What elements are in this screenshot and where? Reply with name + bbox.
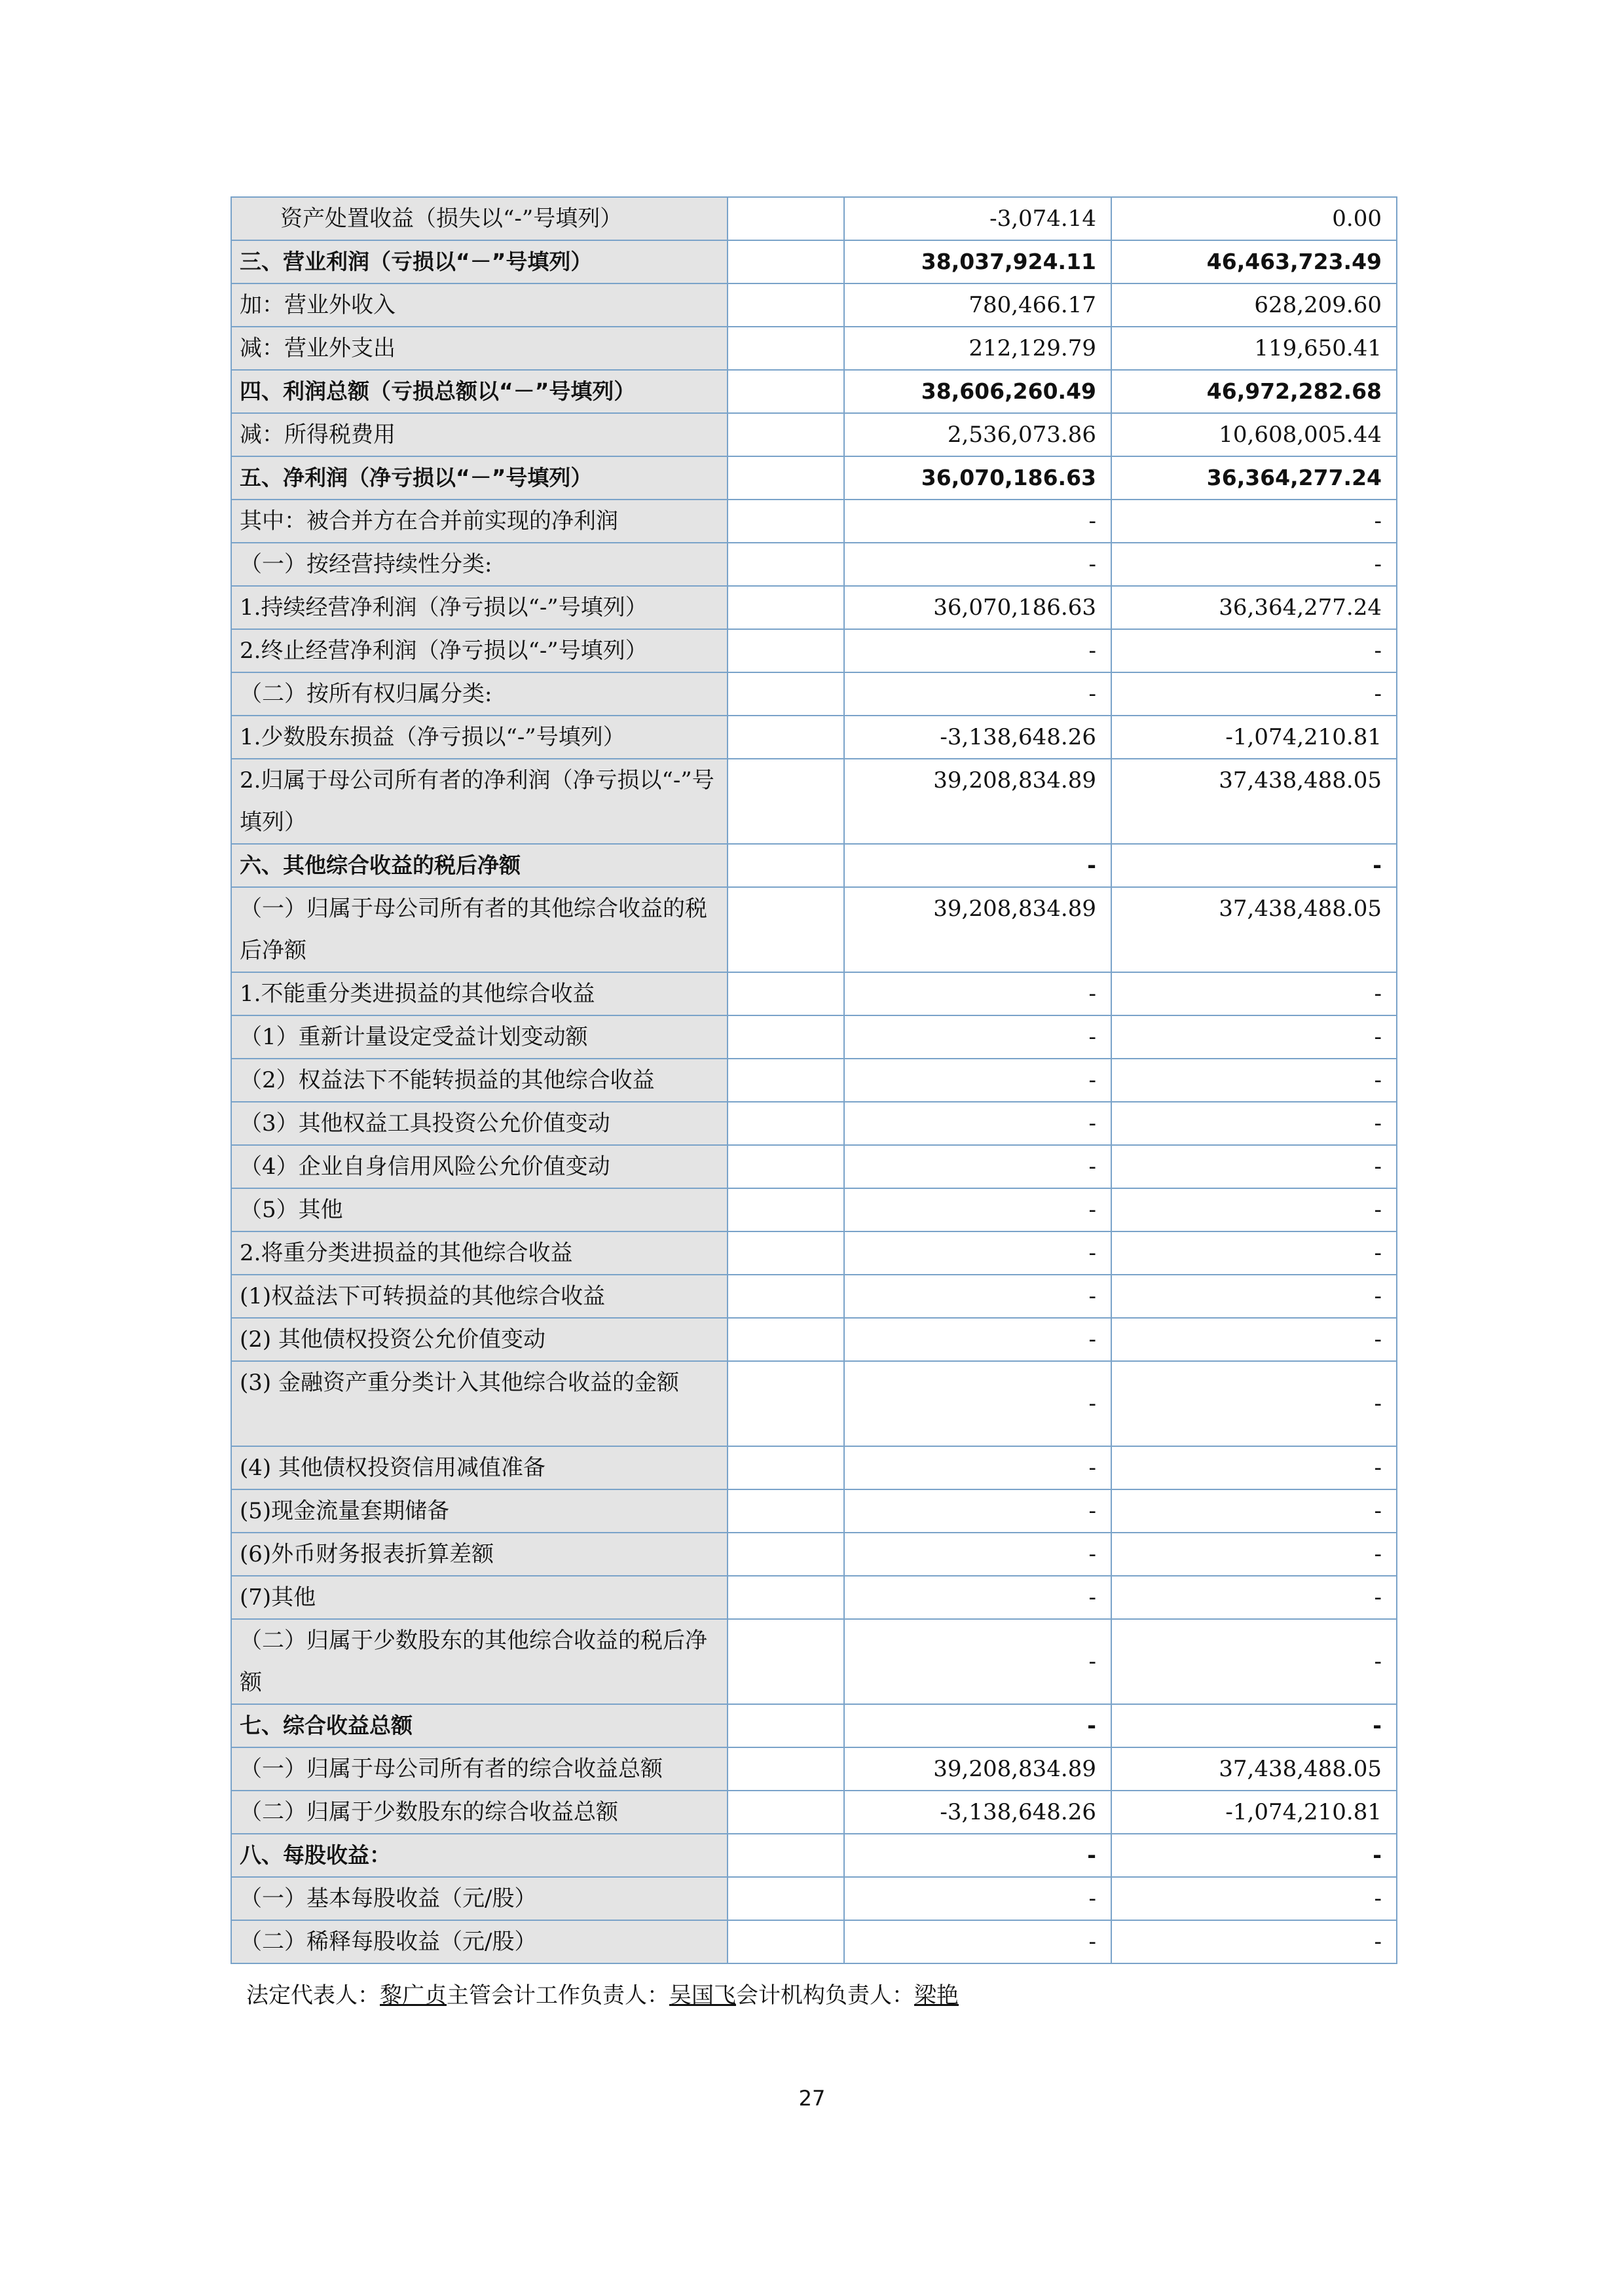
row-label: （一）归属于母公司所有者的综合收益总额 [231,1747,728,1791]
current-period-value: - [844,1446,1111,1489]
note-cell [728,1704,844,1747]
current-period-value: - [844,1704,1111,1747]
note-cell [728,1489,844,1533]
note-cell [728,1920,844,1963]
note-cell [728,413,844,456]
row-label: 三、营业利润（亏损以“－”号填列） [231,240,728,283]
previous-period-value: - [1111,1533,1397,1576]
current-period-value: - [844,1361,1111,1446]
note-cell [728,283,844,327]
note-cell [728,887,844,972]
previous-period-value: - [1111,1446,1397,1489]
row-label: (6)外币财务报表折算差额 [231,1533,728,1576]
row-label: （3）其他权益工具投资公允价值变动 [231,1102,728,1145]
row-label: 减：所得税费用 [231,413,728,456]
row-label: （一）按经营持续性分类: [231,543,728,586]
current-period-value: - [844,972,1111,1015]
table-row [231,197,1397,240]
table-row [231,1275,1397,1318]
table-row [231,629,1397,672]
row-label: （2）权益法下不能转损益的其他综合收益 [231,1059,728,1102]
table-row [231,1704,1397,1747]
note-cell [728,370,844,413]
page-number: 27 [798,2086,826,2111]
table-row [231,1533,1397,1576]
note-cell [728,1015,844,1059]
current-period-value: -3,138,648.26 [844,1791,1111,1834]
note-cell [728,1533,844,1576]
previous-period-value: 46,972,282.68 [1111,370,1397,413]
accounting-org-label: 会计机构负责人： [736,1982,914,2009]
row-label: 其中：被合并方在合并前实现的净利润 [231,500,728,543]
previous-period-value: - [1111,543,1397,586]
note-cell [728,240,844,283]
row-label: （4）企业自身信用风险公允价值变动 [231,1145,728,1188]
previous-period-value: - [1111,1059,1397,1102]
current-period-value: - [844,1619,1111,1704]
table-row [231,327,1397,370]
previous-period-value: - [1111,1576,1397,1619]
current-period-value: 780,466.17 [844,283,1111,327]
table-row [231,1791,1397,1834]
table-row [231,1489,1397,1533]
current-period-value: - [844,629,1111,672]
row-label: （1）重新计量设定受益计划变动额 [231,1015,728,1059]
table-row [231,1188,1397,1231]
current-period-value: 39,208,834.89 [844,759,1111,844]
signature-line [246,1977,959,2009]
previous-period-value: - [1111,672,1397,716]
current-period-value: 38,037,924.11 [844,240,1111,283]
row-label: （二）按所有权归属分类: [231,672,728,716]
row-label: (7)其他 [231,1576,728,1619]
note-cell [728,716,844,759]
row-label: 八、每股收益： [231,1834,728,1877]
note-cell [728,1791,844,1834]
table-row [231,456,1397,500]
previous-period-value: - [1111,1834,1397,1877]
row-label: 2.归属于母公司所有者的净利润（净亏损以“-”号填列） [231,759,728,844]
current-period-value: - [844,844,1111,887]
current-period-value: 212,129.79 [844,327,1111,370]
table-row [231,1747,1397,1791]
current-period-value: - [844,1145,1111,1188]
table-row [231,1145,1397,1188]
previous-period-value: - [1111,844,1397,887]
current-period-value: 39,208,834.89 [844,1747,1111,1791]
accounting-head-name: 吴国飞 [669,1982,736,2009]
current-period-value: - [844,1533,1111,1576]
previous-period-value: - [1111,1275,1397,1318]
current-period-value: - [844,1275,1111,1318]
previous-period-value: 628,209.60 [1111,283,1397,327]
previous-period-value: - [1111,500,1397,543]
note-cell [728,1318,844,1361]
table-row [231,887,1397,972]
row-label: 六、其他综合收益的税后净额 [231,844,728,887]
row-label: （二）归属于少数股东的综合收益总额 [231,1791,728,1834]
previous-period-value: - [1111,1489,1397,1533]
current-period-value: - [844,500,1111,543]
table-row [231,543,1397,586]
table-row [231,1619,1397,1704]
table-row [231,1361,1397,1446]
table-row [231,1446,1397,1489]
note-cell [728,1619,844,1704]
previous-period-value: - [1111,1015,1397,1059]
current-period-value: - [844,1318,1111,1361]
table-row [231,1877,1397,1920]
note-cell [728,972,844,1015]
previous-period-value: 37,438,488.05 [1111,887,1397,972]
previous-period-value: - [1111,1318,1397,1361]
current-period-value: - [844,1877,1111,1920]
current-period-value: - [844,672,1111,716]
table-row [231,1059,1397,1102]
previous-period-value: -1,074,210.81 [1111,716,1397,759]
row-label: 2.终止经营净利润（净亏损以“-”号填列） [231,629,728,672]
current-period-value: - [844,1920,1111,1963]
current-period-value: 2,536,073.86 [844,413,1111,456]
note-cell [728,327,844,370]
previous-period-value: 37,438,488.05 [1111,759,1397,844]
table-row [231,1015,1397,1059]
row-label: （一）归属于母公司所有者的其他综合收益的税后净额 [231,887,728,972]
row-label: 资产处置收益（损失以“-”号填列） [231,197,728,240]
note-cell [728,672,844,716]
row-label: (2) 其他债权投资公允价值变动 [231,1318,728,1361]
previous-period-value: 10,608,005.44 [1111,413,1397,456]
previous-period-value: 46,463,723.49 [1111,240,1397,283]
previous-period-value: 36,364,277.24 [1111,456,1397,500]
current-period-value: - [844,1188,1111,1231]
current-period-value: - [844,1015,1111,1059]
accounting-org-name: 梁艳 [914,1982,959,2009]
row-label: 七、综合收益总额 [231,1704,728,1747]
note-cell [728,1231,844,1275]
note-cell [728,844,844,887]
note-cell [728,1059,844,1102]
table-row [231,1920,1397,1963]
row-label: (4) 其他债权投资信用减值准备 [231,1446,728,1489]
legal-rep-name: 黎广贞 [380,1982,447,2009]
note-cell [728,1877,844,1920]
note-cell [728,1747,844,1791]
accounting-head-label: 主管会计工作负责人： [447,1982,669,2009]
row-label: (5)现金流量套期储备 [231,1489,728,1533]
income-statement-table [231,196,1397,1964]
row-label: (1)权益法下可转损益的其他综合收益 [231,1275,728,1318]
previous-period-value: 37,438,488.05 [1111,1747,1397,1791]
note-cell [728,456,844,500]
note-cell [728,500,844,543]
note-cell [728,1361,844,1446]
current-period-value: 36,070,186.63 [844,586,1111,629]
row-label: （二）归属于少数股东的其他综合收益的税后净额 [231,1619,728,1704]
note-cell [728,586,844,629]
table-row [231,500,1397,543]
row-label: 1.少数股东损益（净亏损以“-”号填列） [231,716,728,759]
table-row [231,370,1397,413]
note-cell [728,1102,844,1145]
row-label: 四、利润总额（亏损总额以“－”号填列） [231,370,728,413]
note-cell [728,1446,844,1489]
income-statement-rows [231,197,1397,1963]
previous-period-value: -1,074,210.81 [1111,1791,1397,1834]
previous-period-value: - [1111,1102,1397,1145]
note-cell [728,543,844,586]
current-period-value: - [844,1102,1111,1145]
note-cell [728,1275,844,1318]
row-label: 1.持续经营净利润（净亏损以“-”号填列） [231,586,728,629]
table-row [231,1834,1397,1877]
row-label: 加：营业外收入 [231,283,728,327]
previous-period-value: - [1111,972,1397,1015]
table-row [231,1576,1397,1619]
current-period-value: 39,208,834.89 [844,887,1111,972]
current-period-value: - [844,1059,1111,1102]
table-row [231,1318,1397,1361]
row-label: 五、净利润（净亏损以“－”号填列） [231,456,728,500]
row-label: （一）基本每股收益（元/股） [231,1877,728,1920]
table-row [231,1231,1397,1275]
row-label: 2.将重分类进损益的其他综合收益 [231,1231,728,1275]
note-cell [728,1576,844,1619]
current-period-value: -3,074.14 [844,197,1111,240]
previous-period-value: - [1111,1361,1397,1446]
previous-period-value: - [1111,1704,1397,1747]
note-cell [728,1145,844,1188]
current-period-value: - [844,543,1111,586]
row-label: （5）其他 [231,1188,728,1231]
current-period-value: - [844,1576,1111,1619]
table-row [231,759,1397,844]
table-row [231,283,1397,327]
previous-period-value: 0.00 [1111,197,1397,240]
table-row [231,240,1397,283]
current-period-value: -3,138,648.26 [844,716,1111,759]
current-period-value: - [844,1489,1111,1533]
table-row [231,413,1397,456]
previous-period-value: - [1111,629,1397,672]
note-cell [728,1188,844,1231]
table-row [231,844,1397,887]
note-cell [728,759,844,844]
table-row [231,1102,1397,1145]
previous-period-value: 36,364,277.24 [1111,586,1397,629]
row-label: (3) 金融资产重分类计入其他综合收益的金额 [231,1361,728,1446]
previous-period-value: - [1111,1920,1397,1963]
note-cell [728,629,844,672]
row-label: 减：营业外支出 [231,327,728,370]
note-cell [728,1834,844,1877]
row-label: （二）稀释每股收益（元/股） [231,1920,728,1963]
previous-period-value: - [1111,1231,1397,1275]
row-label: 1.不能重分类进损益的其他综合收益 [231,972,728,1015]
previous-period-value: - [1111,1619,1397,1704]
previous-period-value: 119,650.41 [1111,327,1397,370]
current-period-value: - [844,1231,1111,1275]
current-period-value: - [844,1834,1111,1877]
previous-period-value: - [1111,1188,1397,1231]
legal-rep-label: 法定代表人： [246,1982,380,2009]
current-period-value: 38,606,260.49 [844,370,1111,413]
previous-period-value: - [1111,1145,1397,1188]
note-cell [728,197,844,240]
current-period-value: 36,070,186.63 [844,456,1111,500]
table-row [231,672,1397,716]
table-row [231,972,1397,1015]
table-row [231,716,1397,759]
table-row [231,586,1397,629]
previous-period-value: - [1111,1877,1397,1920]
